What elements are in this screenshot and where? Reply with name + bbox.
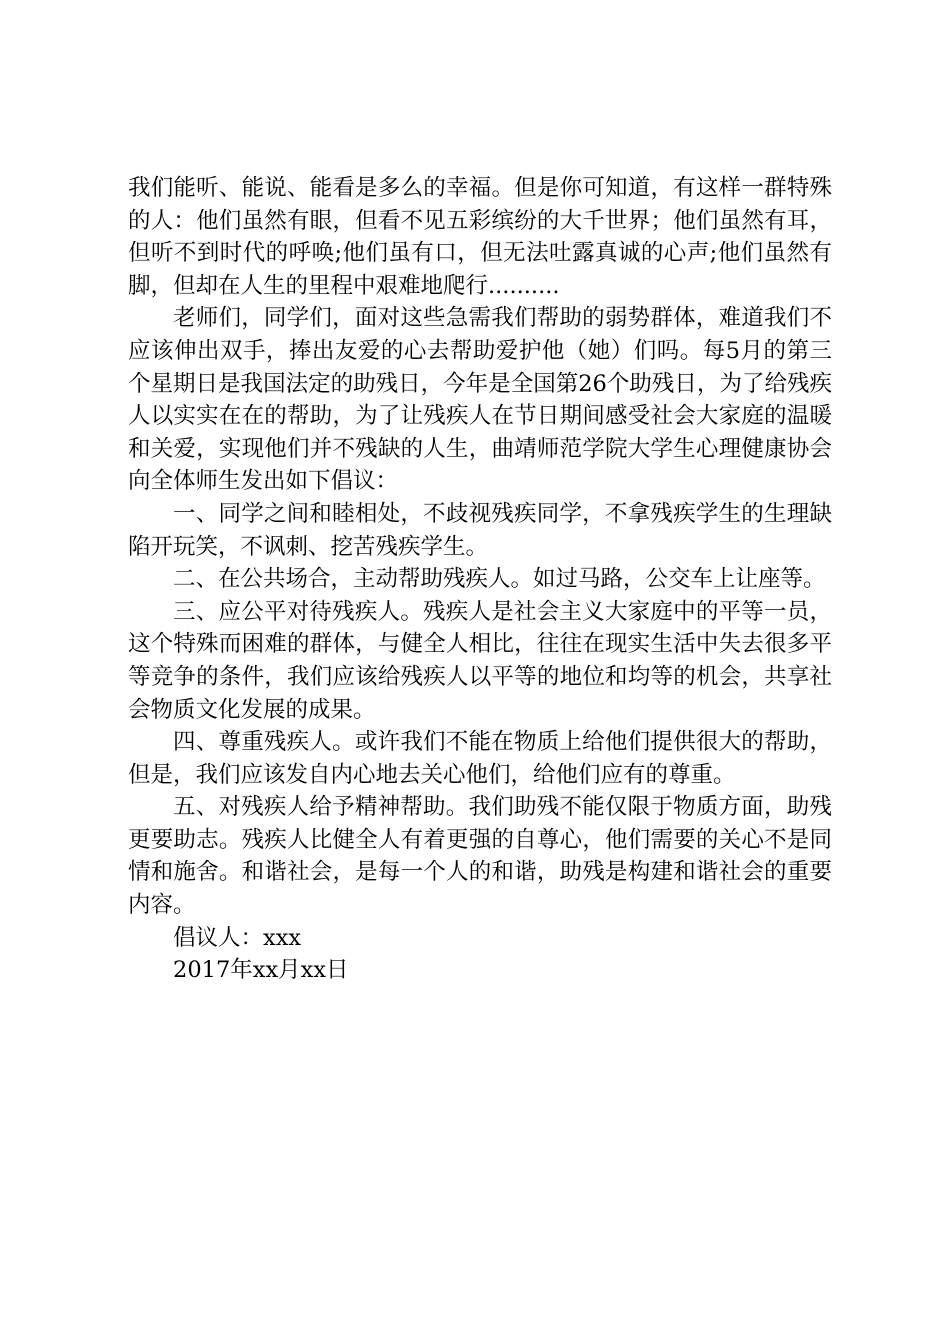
paragraph-item-1: 一、同学之间和睦相处，不歧视残疾同学，不拿残疾学生的生理缺陷开玩笑，不讽刺、挖苦残疾学生。	[128, 500, 832, 560]
paragraph-intro: 我们能听、能说、能看是多么的幸福。但是你可知道，有这样一群特殊的人：他们虽然有眼，但看不见五彩缤纷的大千世界；他们虽然有耳，但听不到时代的呼唤;他们虽有口，但无法吐露真诚的心声;他们虽然有脚，但却在人生的里程中艰难地爬行..........	[128, 175, 832, 299]
signature-date: 2017年xx月xx日	[173, 957, 349, 984]
paragraph-item-3: 三、应公平对待残疾人。残疾人是社会主义大家庭中的平等一员，这个特殊而困难的群体，与健全人相比，往往在现实生活中失去很多平等竞争的条件，我们应该给残疾人以平等的地位和均等的机会，共享社会物质文化发展的成果。	[128, 598, 832, 723]
paragraph-item-5: 五、对残疾人给予精神帮助。我们助残不能仅限于物质方面，助残更要助志。残疾人比健全人有着更强的自尊心，他们需要的关心不是同情和施舍。和谐社会，是每一个人的和谐，助残是构建和谐社会的重要内容。	[128, 794, 832, 919]
paragraph-item-4: 四、尊重残疾人。或许我们不能在物质上给他们提供很大的帮助，但是，我们应该发自内心地去关心他们，给他们应有的尊重。	[128, 729, 832, 788]
signature-proposer: 倡议人：xxx	[173, 924, 302, 951]
paragraph-appeal: 老师们，同学们，面对这些急需我们帮助的弱势群体，难道我们不应该伸出双手，捧出友爱的心去帮助爱护他（她）们吗。每5月的第三个星期日是我国法定的助残日，今年是全国第26个助残日，为了给残疾人以实实在在的帮助，为了让残疾人在节日期间感受社会大家庭的温暖和关爱，实现他们并不残缺的人生，曲靖师范学院大学生心理健康协会向全体师生发出如下倡议：	[128, 305, 832, 495]
paragraph-item-2: 二、在公共场合，主动帮助残疾人。如过马路，公交车上让座等。	[173, 566, 826, 593]
document-page	[128, 172, 832, 987]
